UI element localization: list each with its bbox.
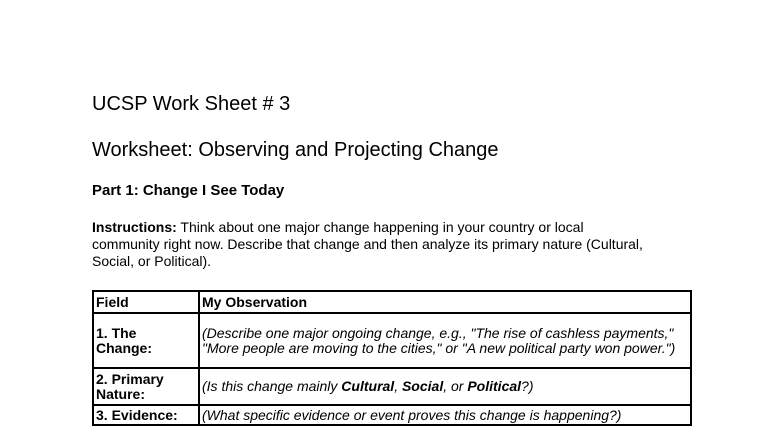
table-row [93,368,691,405]
document-subtitle: Worksheet: Observing and Projecting Change [92,139,499,161]
instructions-lead: Instructions: [92,219,177,235]
instructions-text: Think about one major change happening in your country or local community right now. Describe that change and then analyze its primary nature (Cultural, Social, or Political). [92,219,643,269]
nature-text-1: (Is this change mainly [202,378,342,394]
column-header-observation: My Observation [199,291,691,313]
field-cell-nature: 2. Primary Nature: [93,368,199,405]
nature-text-3: , or [443,378,468,394]
nature-text-2: , [394,378,402,394]
table-header-row [93,291,691,313]
nature-keyword-social: Social [401,378,444,394]
nature-text-4: ?) [521,378,534,394]
field-cell-change: 1. The Change: [93,313,199,368]
observation-cell-evidence[interactable]: (What specific evidence or event proves this change is happening?) [199,405,691,425]
column-header-field: Field [93,291,199,313]
document-title: UCSP Work Sheet # 3 [92,93,291,115]
field-cell-evidence: 3. Evidence: [93,405,199,425]
table-row [93,405,691,425]
table-row [93,313,691,368]
instructions-paragraph [92,219,652,270]
part-heading: Part 1: Change I See Today [92,182,285,199]
observation-table [92,290,692,426]
nature-keyword-cultural: Cultural [341,378,395,394]
nature-keyword-political: Political [467,378,522,394]
observation-cell-nature[interactable] [199,368,691,405]
observation-cell-change[interactable]: (Describe one major ongoing change, e.g., "The rise of cashless payments," "More people are moving to the cities," or "A new political party won power.") [199,313,691,368]
